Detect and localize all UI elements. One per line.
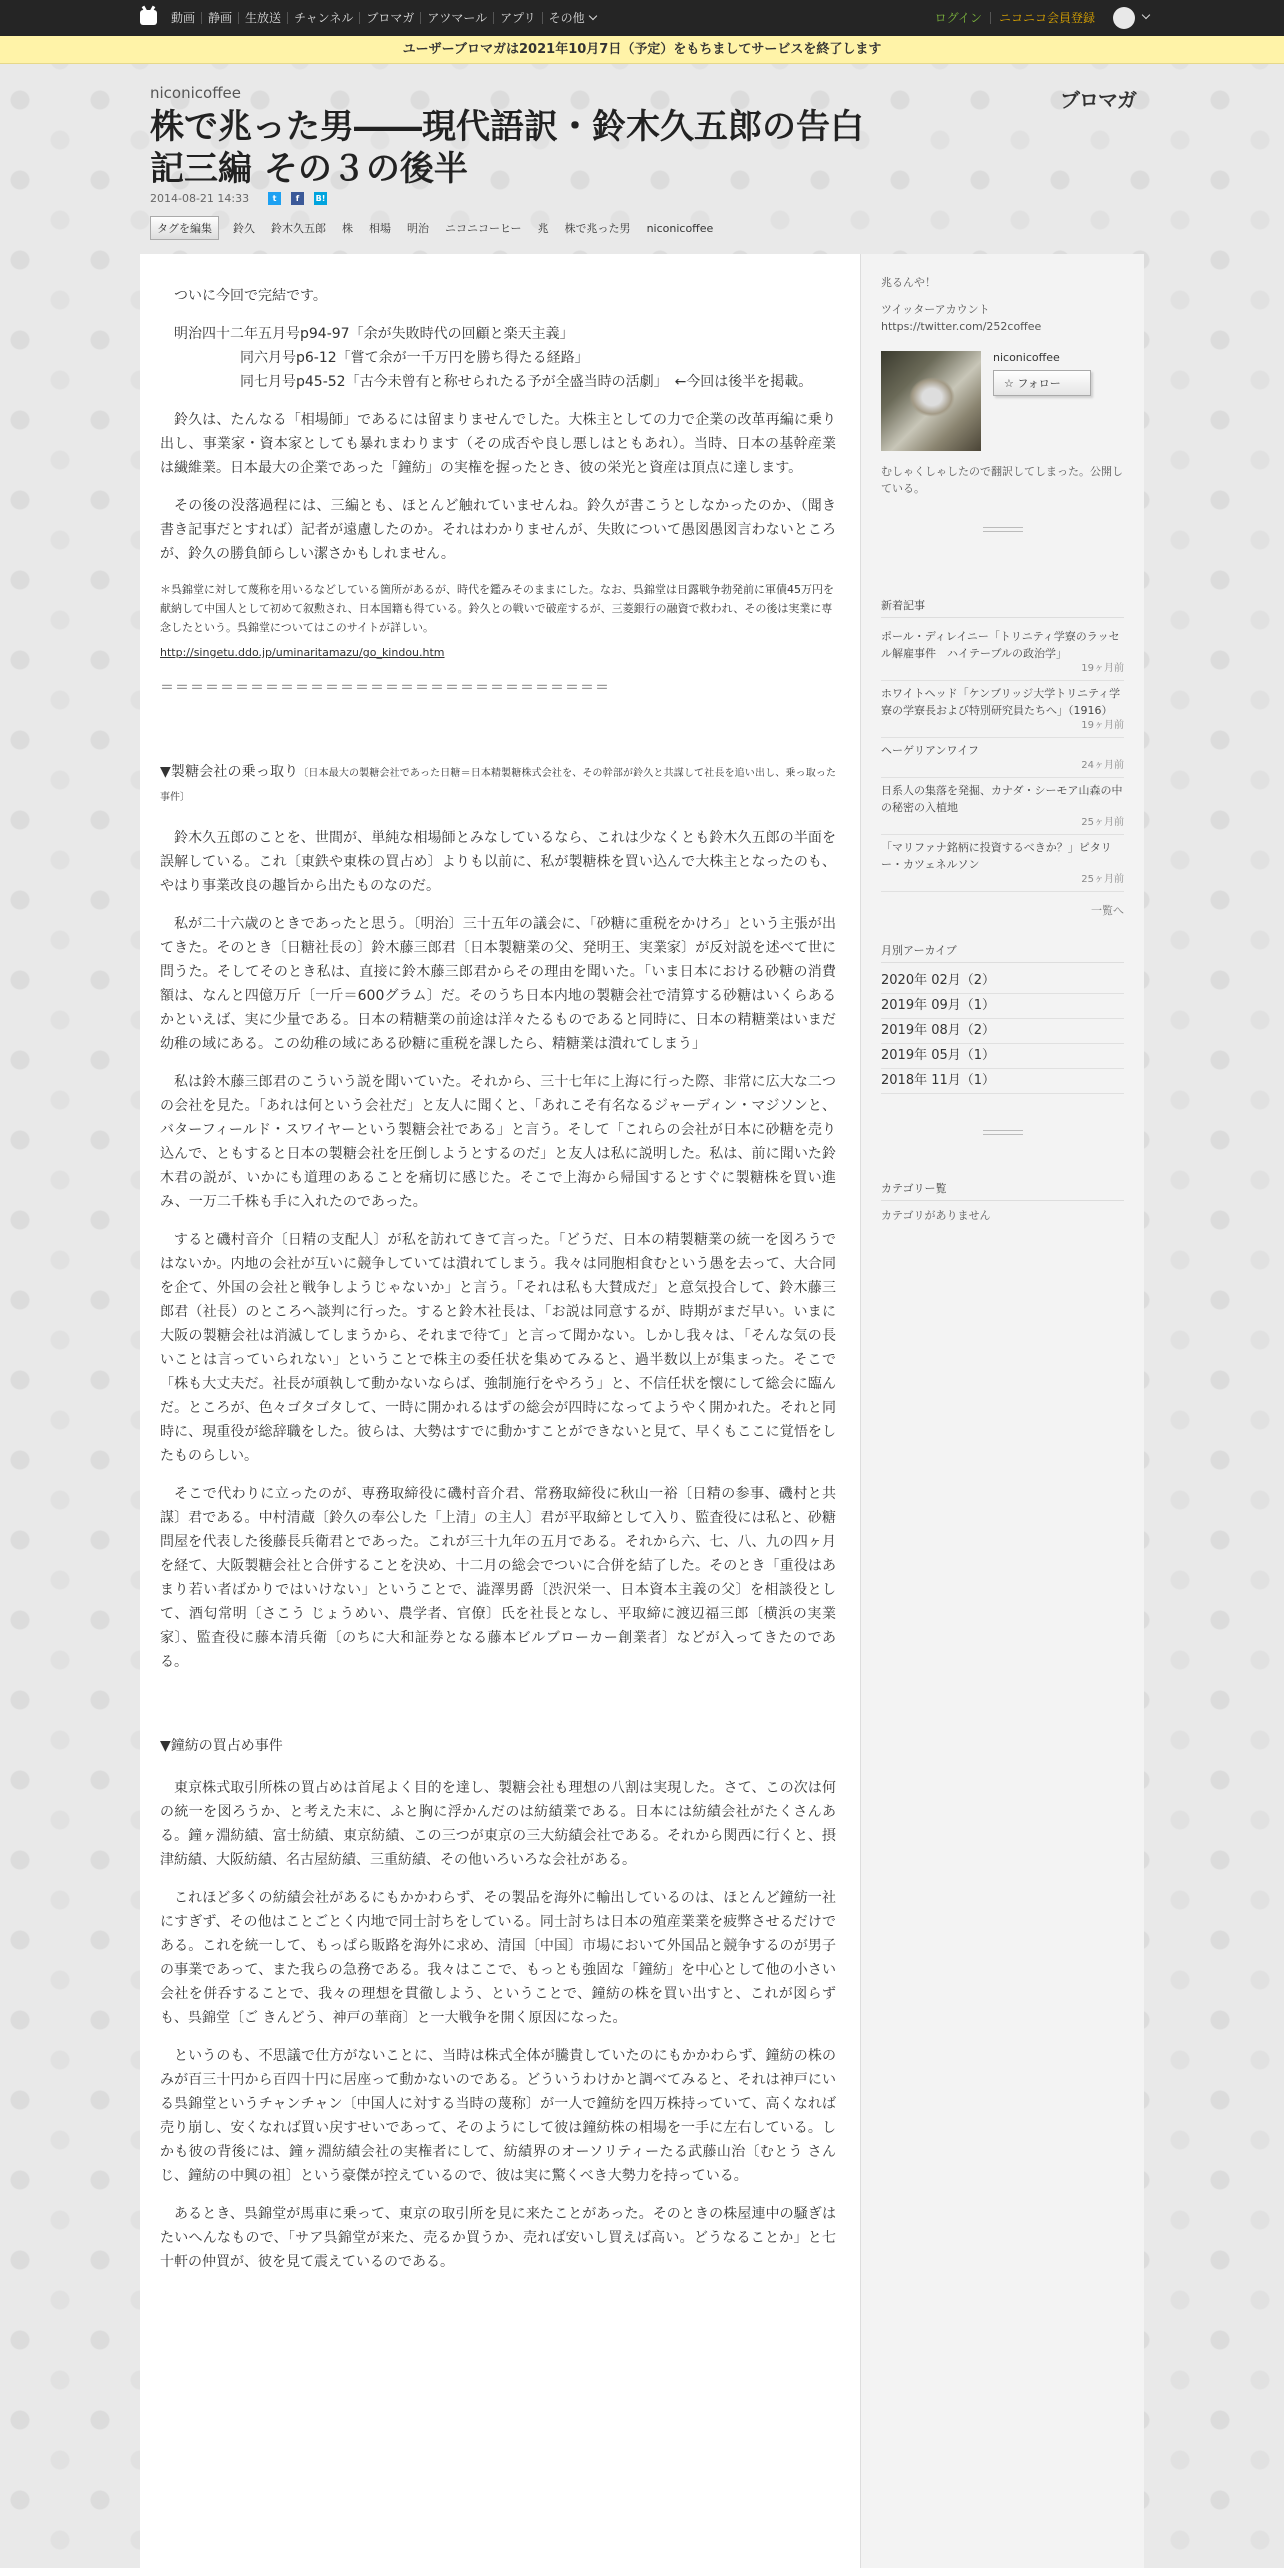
reference-line: 同六月号p6-12「嘗て余が一千万円を勝ち得たる経路」 (240, 350, 589, 366)
list-item[interactable]: 日系人の集落を発掘、カナダ・シーモア山森の中の秘密の入植地 25ヶ月前 (881, 778, 1124, 835)
nav-blomaga[interactable]: ブロマガ (360, 12, 421, 24)
article-paragraph: あるとき、呉錦堂が馬車に乗って、東京の取引所を見に来たことがあった。そのときの株屋連中の騒ぎはたいへんなもので、「サア呉錦堂が来た、売るか買うか、売れば安いし買えば高い。どうなることか」と七十軒の仲買が、彼を見て震えているのである。 (160, 2206, 836, 2270)
profile-image[interactable] (881, 351, 981, 451)
list-item[interactable]: ヘーゲリアンワイフ 24ヶ月前 (881, 738, 1124, 778)
profile-section (861, 254, 1144, 521)
more-link[interactable]: 一覧へ (1091, 904, 1124, 917)
account-area (927, 0, 1149, 36)
tag-item[interactable]: 鈴木久五郎 (271, 222, 326, 235)
hatena-bookmark-icon[interactable]: B! (315, 194, 326, 203)
login-link[interactable]: ログイン (927, 12, 991, 24)
list-item[interactable]: ポール・ディレイニー「トリニティ学寮のラッセル解雇事件 ハイテーブルの政治学」 19ヶ月前 (881, 624, 1124, 681)
list-item[interactable]: ホワイトヘッド「ケンブリッジ大学トリニティ学寮の学寮長および特別研究員たちへ」（1916） 19ヶ月前 (881, 681, 1124, 738)
tag-item[interactable]: 明治 (407, 222, 429, 235)
article-paragraph: 鈴久は、たんなる「相場師」であるには留まりませんでした。大株主としての力で企業の改革再編に乗り出し、事業家・資本家としても暴れまわります（その成否や良し悪しはともあれ）。当時、日本の基幹産業は繊維業。日本最大の企業であった「鐘紡」の実権を握ったとき、彼の栄光と資産は頂点に達します。 (160, 412, 836, 476)
nav-more[interactable]: その他 (543, 12, 602, 24)
divider (861, 1124, 1144, 1140)
follow-button[interactable]: ☆ フォロー (993, 370, 1091, 396)
divider (861, 521, 1144, 537)
chevron-down-icon[interactable] (1142, 11, 1150, 19)
star-icon: ☆ (1004, 377, 1018, 390)
nav-app[interactable]: アプリ (494, 12, 543, 24)
section-heading: ▼鐘紡の買占め事件 (160, 1738, 283, 1754)
archive-item[interactable]: 2018年 11月（1） (881, 1069, 1124, 1094)
footnote: ＊呉錦堂に対して蔑称を用いるなどしている箇所があるが、時代を鑑みそのままにした。なお、呉錦堂は日露戦争勃発前に軍債45万円を献納して中国人として初めて叙勲され、日本国籍も得ている。鈴久との戦いで破産するが、三菱銀行の融資で救われ、その後は実業に専念したという。呉錦堂についてはこのサイトが詳しい。 (160, 583, 834, 634)
nav-video[interactable]: 動画 (165, 12, 202, 24)
page-title: 株で兆った男――現代語訳・鈴木久五郎の告白記三編 その３の後半 (150, 107, 864, 189)
profile-description: むしゃくしゃしたので翻訳してしまった。公開している。 (881, 465, 1123, 495)
archive-item[interactable]: 2019年 05月（1） (881, 1044, 1124, 1069)
article-paragraph: 私が二十六歳のときであったと思う。〔明治〕三十五年の議会に、「砂糖に重税をかけろ」という主張が出てきた。そのとき〔日糖社長の〕鈴木藤三郎君〔日本製糖業の父、発明王、実業家〕が反対説を述べて世に問うた。そしてそのとき私は、直接に鈴木藤三郎君からその理由を聞いた。「いま日本における砂糖の消費額は、なんと四億万斤〔一斤＝600グラム〕だ。そのうち日本内地の製糖会社で清算する砂糖はいくらあるかといえば、実に少量である。日本の精糖業の前途は洋々たるものであると同時に、日本の精糖業はいまだ幼稚の域にある。この幼稚の域にある砂糖に重税を課したら、精糖業は潰れてしまう」 (160, 916, 836, 1052)
nav-atsumaru[interactable]: アツマール (421, 12, 494, 24)
tag-list (150, 216, 729, 240)
sidebar (860, 254, 1144, 2568)
recent-posts-section (861, 537, 1144, 932)
source-references (160, 322, 836, 394)
tag-item[interactable]: niconicoffee (646, 221, 714, 235)
blog-name[interactable]: niconicoffee (150, 84, 241, 102)
facebook-icon[interactable]: f (291, 192, 304, 205)
post-date: 2014-08-21 14:33 (150, 192, 250, 205)
archive-item[interactable]: 2019年 08月（2） (881, 1019, 1124, 1044)
article-paragraph: 私は鈴木藤三郎君のこういう説を聞いていた。それから、三十七年に上海に行った際、非常に広大な二つの会社を見た。「あれは何という会社だ」と友人に聞くと、「あれこそ有名なるジャーディン・マジソンと、バターフィールド・スワイヤーという製糖会社である」と言う。そして「これらの会社が日本に砂糖を売り込んで、ともすると日本の製糖会社を圧倒しようとするのだ」と友人は私に説明した。私は、前に聞いた鈴木君の説が、いかにも道理のあることを痛切に感じた。そこで上海から帰国するとすぐに製糖株を買い進み、一万二千株も手に入れたのであった。 (160, 1074, 836, 1210)
tag-item[interactable]: ニコニコーヒー (445, 222, 522, 235)
article-paragraph: そこで代わりに立ったのが、専務取締役に磯村音介君、常務取締役に秋山一裕〔日精の参事、磯村と共謀〕君である。中村清蔵〔鈴久の奉公した「上清」の主人〕君が平取締として入り、監査役には私と、砂糖問屋を代表した後藤長兵衛君とであった。これが三十九年の五月である。それから六、七、八、九の四ヶ月を経て、大阪製糖会社と合併することを決め、十二月の総会でついに合併を結了した。そのとき「重役はあまり若い者ばかりではいけない」ということで、澁澤男爵〔渋沢栄一、日本資本主義の父〕を相談役として、酒匂常明〔さこう じょうめい、農学者、官僚〕氏を社長となし、平取締に渡辺福三郎〔横浜の実業家〕、監査役に藤本清兵衛〔のちに大和証券となる藤本ビルブローカー創業者〕などが入ってきたのである。 (160, 1486, 836, 1670)
profile-headline: 兆るんや！ (881, 276, 936, 289)
archive-item[interactable]: 2019年 09月（1） (881, 994, 1124, 1019)
category-empty-text: カテゴリがありません (881, 1209, 991, 1222)
nav-live[interactable]: 生放送 (239, 12, 288, 24)
tag-item[interactable]: 株で兆った男 (564, 222, 631, 235)
tag-item[interactable]: 株 (342, 222, 353, 235)
reference-line: 明治四十二年五月号p94-97「余が失敗時代の回顧と楽天主義」 (174, 326, 574, 342)
register-link[interactable]: ニコニコ会員登録 (998, 11, 1095, 25)
article-paragraph: というのも、不思議で仕方がないことに、当時は株式全体が騰貴していたのにもかかわらず、鐘紡の株のみが百三十円から百四十円に居座って動かないのである。どういうわけかと調べてみると、それは神戸にいる呉錦堂というチャンチャン〔中国人に対する当時の蔑称〕が一人で鐘紡を四万株持っていて、高くなれば売り崩し、安くなれば買い戻すせいであって、そのようにして彼は鐘紡株の相場を一手に左右している。しかも彼の背後には、鐘ヶ淵紡績会社の実権者にして、紡績界のオーソリティーたる武藤山治〔むとう さんじ、鐘紡の中興の祖〕という豪傑が控えているので、彼は実に驚くべき大勢力を持っている。 (160, 2048, 836, 2184)
article-paragraph: 東京株式取引所株の買占めは首尾よく目的を達し、製糖会社も理想の八割は実現した。さて、この次は何の統一を図ろうか、と考えた末に、ふと胸に浮かんだのは紡績業である。日本には紡績会社がたくさんある。鐘ヶ淵紡績、富士紡績、東京紡績、この三つが東京の三大紡績会社である。それから関西に行くと、摂津紡績、大阪紡績、名古屋紡績、三重紡績、その他いろいろな会社がある。 (160, 1780, 836, 1868)
nav-seiga[interactable]: 静画 (202, 12, 239, 24)
reference-line: 同七月号p45-52「古今未曾有と称せられたる予が全盛当時の活劇」 ←今回は後半を掲載。 (240, 374, 813, 390)
chevron-down-icon (588, 12, 596, 20)
category-title: カテゴリー覧 (881, 1180, 1124, 1201)
tag-item[interactable]: 相場 (369, 222, 391, 235)
section-separator: ＝＝＝＝＝＝＝＝＝＝＝＝＝＝＝＝＝＝＝＝＝＝＝＝＝＝＝＝＝＝ (160, 680, 610, 696)
article-paragraph: ついに今回で完結です。 (174, 288, 327, 304)
article-paragraph: すると磯村音介〔日精の支配人〕が私を訪れてきて言った。「どうだ、日本の精製糖業の統一を図ろうではないか。内地の会社が互いに競争していては潰れてしまう。我々は同胞相食むという愚を去って、大合同を企て、外国の会社と戦争しようじゃないか」と言う。「それは私も大賛成だ」と意気投合して、鈴木藤三郎君（社長）のところへ談判に行った。すると鈴木社長は、「お説は同意するが、時期がまだ早い。いまに大阪の製糖会社は消滅してしまうから、それまで待て」と言って聞かない。しかし我々は、「そんな気の長いことは言っていられない」ということで株主の委任状を集めてみると、過半数以上が集まった。そこで「株も大丈夫だ。社長が頑執して動かないならば、強制施行をやろう」と、不信任状を懐にして総会に臨んだ。ところが、色々ゴタゴタして、一時に開かれるはずの総会が四時になってようやく開かれた。それと同時に、現重役が総辞職をした。彼らは、大勢はすでに動かすことができないと見て、早くもここに覚悟をしたものらしい。 (160, 1232, 836, 1464)
blog-header (140, 64, 1144, 254)
nav-channel[interactable]: チャンネル (288, 12, 360, 24)
profile-name[interactable]: niconicoffee (993, 351, 1060, 364)
avatar[interactable] (1113, 7, 1135, 29)
article-body (140, 254, 860, 2568)
tag-item[interactable]: 鈴久 (233, 222, 255, 235)
tag-item[interactable]: 兆 (537, 222, 549, 235)
archive-section (861, 932, 1144, 1108)
article-paragraph: その後の没落過程には、三編とも、ほとんど触れていませんね。鈴久が書こうとしなかったのか、（聞き書き記事だとすれば）記者が遠慮したのか。それはわかりませんが、失敗について愚図愚図言わないところが、鈴久の勝負師らしい潔さかもしれません。 (160, 498, 836, 562)
share-buttons (268, 192, 337, 205)
edit-tags-button[interactable]: タグを編集 (150, 216, 219, 240)
category-section (861, 1140, 1144, 1248)
article-paragraph: 鈴木久五郎のことを、世間が、単純な相場師とみなしているなら、これは少なくとも鈴木久五郎の半面を誤解している。これ〔東鉄や東株の買占め〕よりも以前に、私が製糖株を買い込んで大株主となったのも、やはり事業改良の趣旨から出たものなのだ。 (160, 830, 836, 894)
archive-item[interactable]: 2020年 02月（2） (881, 969, 1124, 994)
niconico-logo-icon[interactable] (140, 10, 157, 25)
global-nav (165, 0, 602, 36)
list-item[interactable]: 「マリファナ銘柄に投資するべきか？」ピタリー・カツェネルソン 25ヶ月前 (881, 835, 1124, 892)
announcement-banner: ユーザーブロマガは2021年10月7日（予定）をもちましてサービスを終了します (0, 36, 1284, 64)
reference-link[interactable]: http://singetu.ddo.jp/uminaritamazu/go_kindou.htm (160, 646, 445, 659)
recent-posts-title: 新着記事 (881, 597, 1124, 618)
twitter-icon[interactable]: t (268, 192, 281, 205)
profile-twitter: ツイッターアカウント https://twitter.com/252coffee (881, 303, 1042, 333)
article-paragraph: これほど多くの紡績会社があるにもかかわらず、その製品を海外に輸出しているのは、ほとんど鐘紡一社にすぎず、その他はことごとく内地で同士討ちをしている。同士討ちは日本の殖産業業を疲弊させるだけである。これを統一して、もっぱら販路を海外に求め、清国〔中国〕市場において外国品と競争するのが男子の事業であって、また我らの急務である。我々はここで、もっとも強固な「鐘紡」を中心として他の小さい会社を併呑することで、我々の理想を貫徹しよう、ということで、鐘紡の株を買い出すと、これが図らずも、呉錦堂〔ご きんどう、神戸の華商〕と一大戦争を開く原因になった。 (160, 1890, 836, 2026)
blomaga-logo[interactable]: ブロマガ (1060, 88, 1136, 112)
archive-title: 月別アーカイブ (881, 942, 1124, 963)
top-bar (0, 0, 1284, 36)
section-heading: ▼製糖会社の乗っ取り〔日本最大の製糖会社であった日糖＝日本精製糖株式会社を、その幹部が鈴久と共謀して社長を追い出し、乗っ取った事件〕 (160, 764, 836, 803)
